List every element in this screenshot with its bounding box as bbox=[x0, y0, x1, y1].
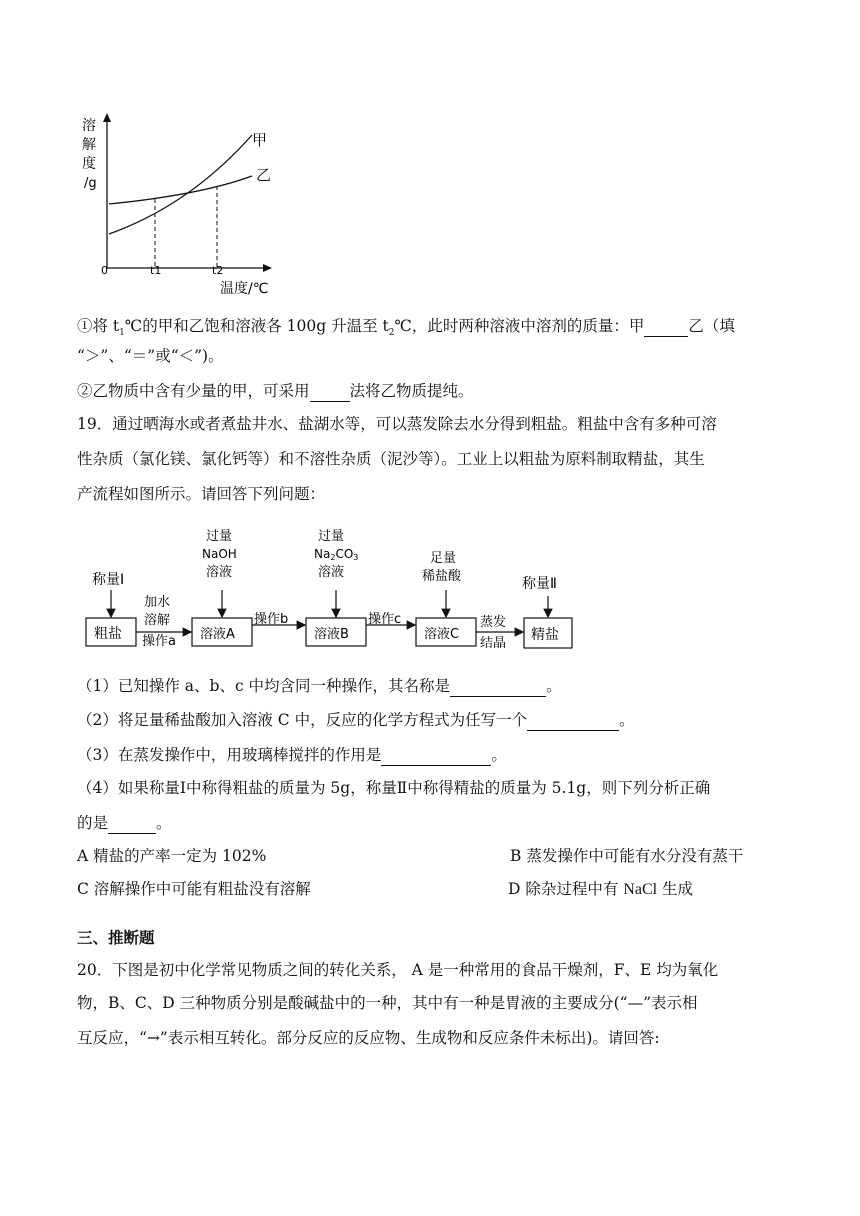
q18-p2-blank[interactable] bbox=[310, 381, 350, 402]
weigh2-label: 称量Ⅱ bbox=[522, 576, 557, 592]
q19-sub2-text: （2）将足量稀盐酸加入溶液 C 中，反应的化学方程式为任写一个 bbox=[77, 711, 528, 729]
q18-p1-b: ℃的甲和乙饱和溶液各 100g 升温至 t bbox=[124, 317, 389, 335]
option-d-nacl: NaCl bbox=[623, 881, 658, 898]
q20-line1: 20．下图是初中化学常见物质之间的转化关系， A 是一种常用的食品干燥剂，F、E 均为氧化 bbox=[77, 961, 719, 979]
q19-sub1-text: （1）已知操作 a、b、c 中均含同一种操作，其名称是 bbox=[77, 677, 451, 695]
q18-p2-b: 法将乙物质提纯。 bbox=[349, 382, 474, 400]
na2co3-line1: 过量 bbox=[318, 529, 345, 544]
q19-sub4-line1: （4）如果称量Ⅰ中称得粗盐的质量为 5g，称量Ⅱ中称得精盐的质量为 5.1g，则下列分析正确 bbox=[77, 779, 711, 797]
q19-sub1-end: 。 bbox=[546, 677, 562, 695]
ylabel-char-4: /g bbox=[84, 176, 97, 191]
q19-stem-line2: 性杂质（氯化镁、氯化钙等）和不溶性杂质（泥沙等）。工业上以粗盐为原料制取精盐，其生 bbox=[77, 450, 705, 468]
q18-p1-c: ℃，此时两种溶液中溶剂的质量：甲 bbox=[394, 317, 645, 335]
q18-part2 bbox=[77, 381, 783, 402]
q19-sub4-line2 bbox=[77, 813, 783, 834]
option-d[interactable] bbox=[508, 879, 693, 900]
q19-sub3-blank[interactable] bbox=[381, 745, 491, 766]
process-flowchart bbox=[80, 520, 580, 655]
q19-sub1-blank[interactable] bbox=[450, 676, 546, 697]
y-axis-arrow bbox=[103, 113, 111, 122]
q19-sub1 bbox=[77, 676, 783, 697]
q18-part1-line1 bbox=[77, 316, 783, 343]
naoh-line1: 过量 bbox=[206, 529, 233, 544]
box-refined-salt-label: 精盐 bbox=[531, 627, 559, 643]
series-jia-label: 甲 bbox=[252, 131, 268, 149]
x-axis-arrow bbox=[263, 264, 272, 272]
ylabel-char-3: 度 bbox=[82, 156, 96, 172]
dissolve-line3: 操作a bbox=[142, 634, 176, 649]
t2-label: t2 bbox=[212, 264, 224, 277]
option-a[interactable]: A 精盐的产率一定为 102% bbox=[77, 847, 267, 865]
na2co3-line2: Na2CO3 bbox=[314, 547, 359, 562]
q19-stem-line3: 产流程如图所示。请回答下列问题： bbox=[77, 485, 326, 503]
ylabel-char-1: 溶 bbox=[82, 118, 96, 134]
q18-p1-a: ①将 t bbox=[77, 317, 120, 335]
op-b-label: 操作b bbox=[254, 612, 289, 627]
op-c-label: 操作c bbox=[368, 612, 402, 627]
weigh1-label: 称量Ⅰ bbox=[92, 572, 125, 588]
evap-line2: 结晶 bbox=[480, 636, 507, 651]
q18-p1-blank[interactable] bbox=[644, 316, 688, 337]
q18-p1-d: 乙（填 bbox=[688, 317, 735, 335]
t1-label: t1 bbox=[150, 264, 162, 277]
curve-jia bbox=[109, 135, 252, 234]
dissolve-line2: 溶解 bbox=[144, 613, 171, 628]
section-heading: 三、推断题 bbox=[77, 929, 155, 947]
q19-sub2-end: 。 bbox=[619, 711, 635, 729]
q19-stem-line1: 19．通过晒海水或者煮盐井水、盐湖水等，可以蒸发除去水分得到粗盐。粗盐中含有多种可溶 bbox=[77, 415, 717, 433]
option-d-a: D 除杂过程中有 bbox=[508, 880, 624, 898]
curve-yi bbox=[109, 176, 252, 204]
series-yi-label: 乙 bbox=[256, 166, 272, 184]
evap-line1: 蒸发 bbox=[480, 615, 507, 630]
q20-line3: 互反应，“→”表示相互转化。部分反应的反应物、生成物和反应条件未标出)。请回答: bbox=[77, 1029, 660, 1047]
q19-sub4-end: 。 bbox=[156, 814, 172, 832]
box-solution-b-label: 溶液B bbox=[314, 627, 349, 642]
box-crude-salt-label: 粗盐 bbox=[94, 626, 122, 642]
q19-sub4-text: 的是 bbox=[77, 814, 109, 832]
q19-sub4-blank[interactable] bbox=[108, 813, 156, 834]
option-c[interactable]: C 溶解操作中可能有粗盐没有溶解 bbox=[77, 880, 311, 898]
q19-sub3-end: 。 bbox=[491, 746, 507, 764]
hcl-line2: 稀盐酸 bbox=[422, 569, 462, 584]
solubility-graph bbox=[80, 110, 280, 300]
q19-sub3-text: （3）在蒸发操作中，用玻璃棒搅拌的作用是 bbox=[77, 746, 382, 764]
q19-sub2 bbox=[77, 710, 783, 731]
option-d-c: 生成 bbox=[657, 880, 694, 898]
q18-p2-a: ②乙物质中含有少量的甲，可采用 bbox=[77, 382, 310, 400]
q19-sub2-blank[interactable] bbox=[527, 710, 619, 731]
ylabel-char-2: 解 bbox=[82, 137, 96, 153]
q20-line2: 物，B、C、D 三种物质分别是酸碱盐中的一种，其中有一种是胃液的主要成分(“—”表示相 bbox=[77, 994, 698, 1012]
na2co3-line3: 溶液 bbox=[318, 565, 345, 580]
xlabel: 温度/℃ bbox=[220, 281, 269, 297]
box-solution-c-label: 溶液C bbox=[424, 627, 460, 642]
hcl-line1: 足量 bbox=[430, 551, 457, 566]
naoh-line2: NaOH bbox=[202, 547, 237, 561]
box-solution-a-label: 溶液A bbox=[200, 627, 235, 642]
q18-p1-sub2: 2 bbox=[388, 328, 395, 339]
origin-label: 0 bbox=[101, 264, 108, 277]
q19-sub3 bbox=[77, 745, 783, 766]
naoh-line3: 溶液 bbox=[206, 565, 233, 580]
q18-p1-sub1: 1 bbox=[119, 328, 125, 339]
option-b[interactable]: B 蒸发操作中可能有水分没有蒸干 bbox=[510, 847, 744, 865]
dissolve-line1: 加水 bbox=[144, 595, 171, 610]
q18-part1-line2: “＞”、“＝”或“＜”)。 bbox=[77, 347, 224, 365]
